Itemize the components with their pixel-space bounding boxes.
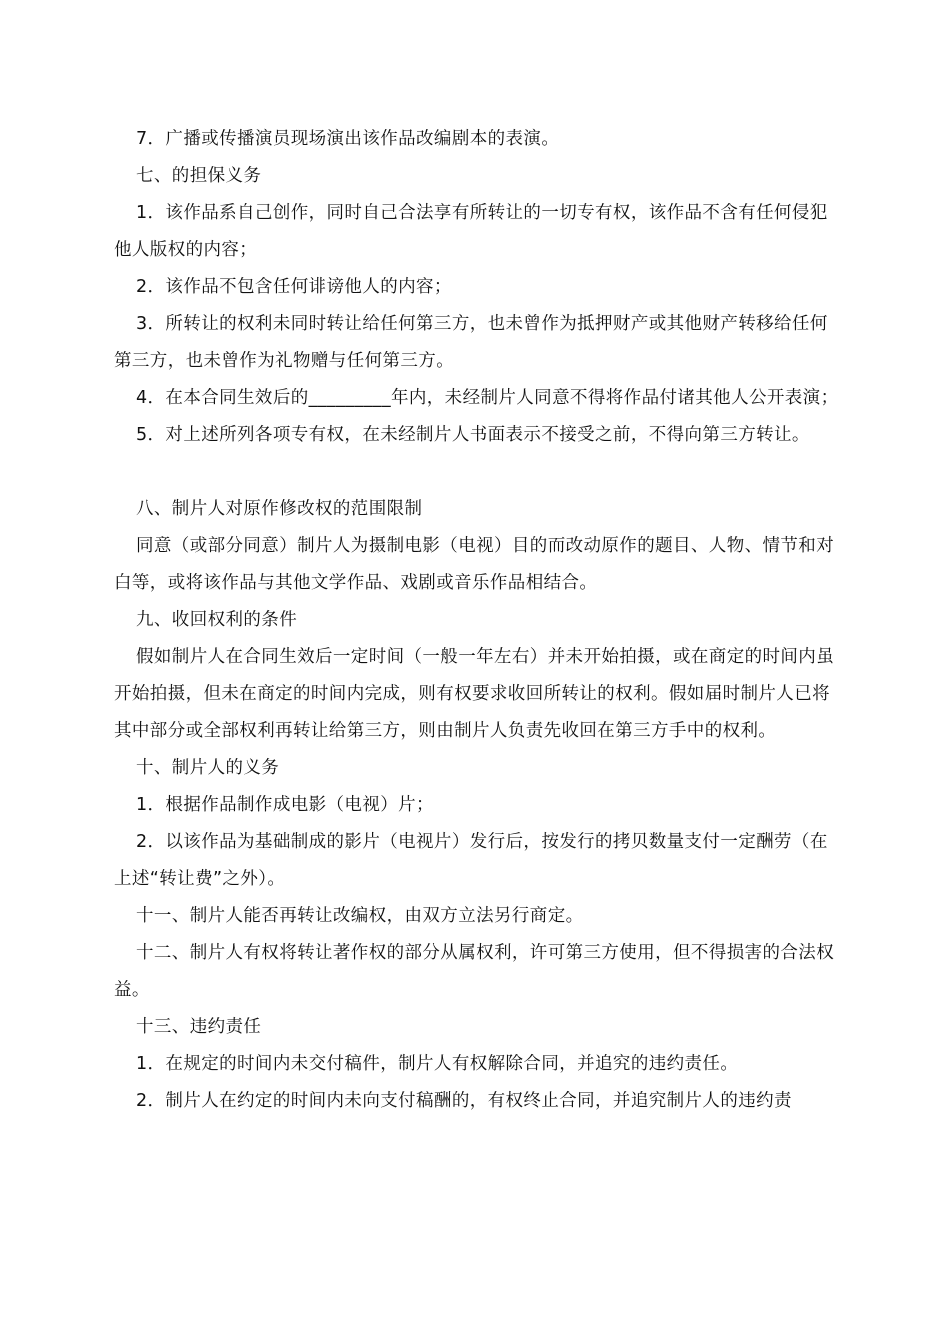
list-item-guarantee-4: 4．在本合同生效后的_________年内，未经制片人同意不得将作品付诸其他人公开表演； <box>136 388 839 408</box>
list-item-7-broadcast: 7．广播或传播演员现场演出该作品改编剧本的表演。 <box>136 129 560 149</box>
list-item-producer-duty-1: 1．根据作品制作成电影（电视）片； <box>136 795 434 815</box>
list-item-guarantee-5: 5．对上述所列各项专有权，在未经制片人书面表示不接受之前，不得向第三方转让。 <box>136 425 810 445</box>
paragraph-spacer <box>114 454 844 491</box>
section-heading-10: 十、制片人的义务 <box>136 758 280 778</box>
document-body <box>114 121 844 1120</box>
section-heading-8: 八、制片人对原作修改权的范围限制 <box>136 499 423 519</box>
list-item-liability-1: 1．在规定的时间内未交付稿件，制片人有权解除合同，并追究的违约责任。 <box>136 1054 739 1074</box>
list-item-producer-duty-2: 2．以该作品为基础制成的影片（电视片）发行后，按发行的拷贝数量支付一定酬劳（在上述“转让费”之外）。 <box>114 832 828 889</box>
section-heading-12: 十二、制片人有权将转让著作权的部分从属权利，许可第三方使用，但不得损害的合法权益。 <box>114 943 835 1000</box>
list-item-guarantee-3: 3．所转让的权利未同时转让给任何第三方，也未曾作为抵押财产或其他财产转移给任何第三方，也未曾作为礼物赠与任何第三方。 <box>114 314 828 371</box>
section-heading-11: 十一、制片人能否再转让改编权，由双方立法另行商定。 <box>136 906 584 926</box>
paragraph-revocation-conditions: 假如制片人在合同生效后一定时间（一般一年左右）并未开始拍摄，或在商定的时间内虽开始拍摄，但未在商定的时间内完成，则有权要求收回所转让的权利。假如届时制片人已将其中部分或全部权利再转让给第三方，则由制片人负责先收回在第三方手中的权利。 <box>114 647 835 741</box>
list-item-liability-2: 2．制片人在约定的时间内未向支付稿酬的，有权终止合同，并追究制片人的违约责 <box>136 1091 792 1111</box>
section-heading-7: 七、的担保义务 <box>136 166 262 186</box>
section-heading-9: 九、收回权利的条件 <box>136 610 298 630</box>
list-item-guarantee-2: 2．该作品不包含任何诽谤他人的内容； <box>136 277 452 297</box>
paragraph-modification-scope: 同意（或部分同意）制片人为摄制电影（电视）目的而改动原作的题目、人物、情节和对白等，或将该作品与其他文学作品、戏剧或音乐作品相结合。 <box>114 536 835 593</box>
list-item-guarantee-1: 1．该作品系自己创作，同时自己合法享有所转让的一切专有权，该作品不含有任何侵犯他人版权的内容； <box>114 203 828 260</box>
section-heading-13: 十三、违约责任 <box>136 1017 262 1037</box>
